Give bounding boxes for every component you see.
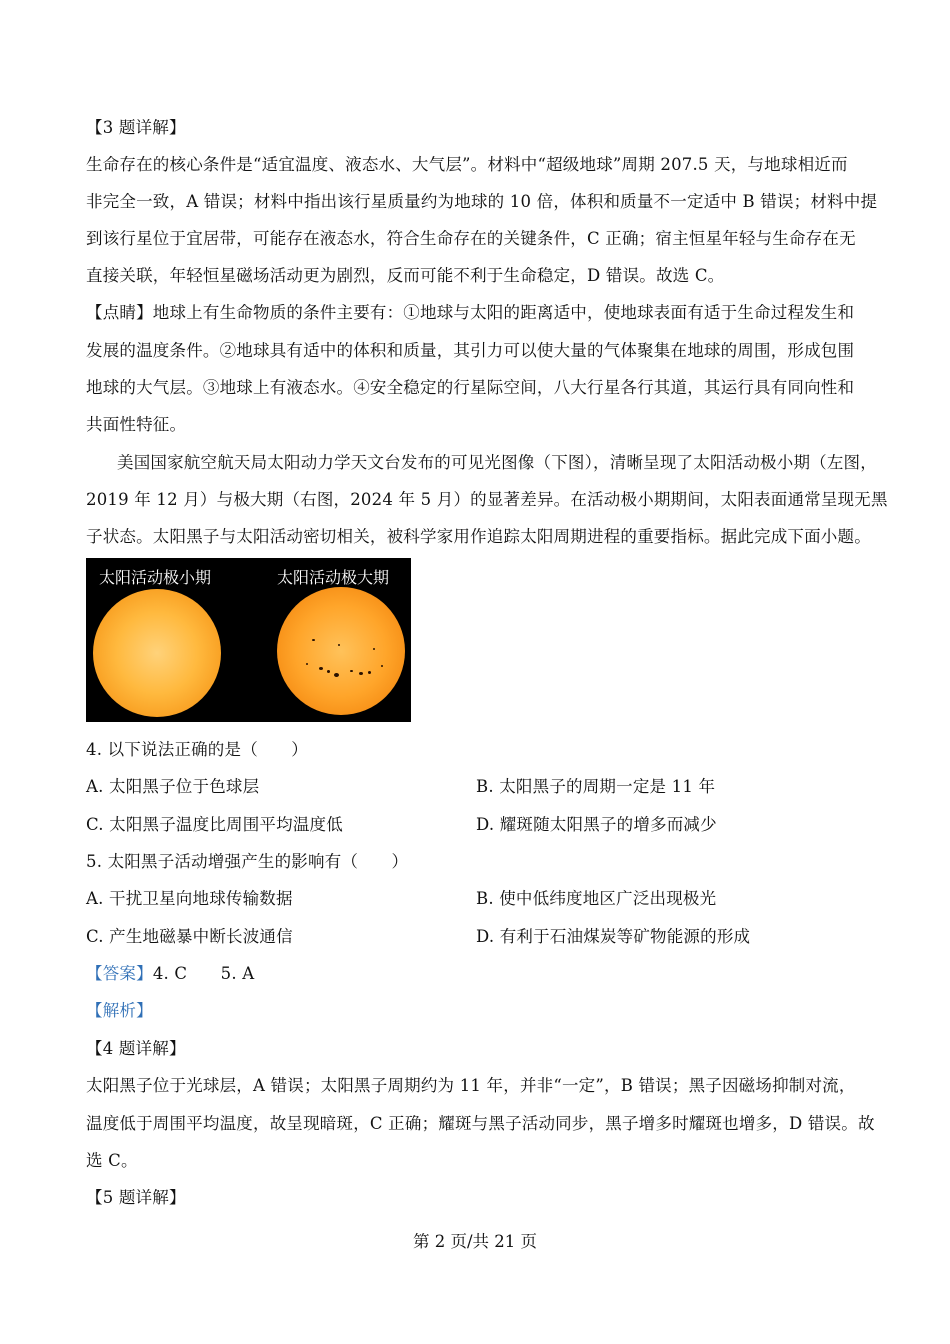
tip-line-1: 【点睛】地球上有生命物质的条件主要有：①地球与太阳的距离适中，使地球表面有适于生命过程发生和 bbox=[86, 303, 855, 322]
q5-stem: 5. 太阳黑子活动增强产生的影响有（ ） bbox=[86, 852, 409, 871]
detail4-line-2: 温度低于周围平均温度，故呈现暗斑，C 正确；耀斑与黑子活动同步，黑子增多时耀斑也增多，D 错误。故 bbox=[86, 1114, 875, 1133]
sunspot bbox=[319, 667, 323, 670]
sunspot bbox=[373, 648, 375, 650]
sunspot bbox=[312, 639, 315, 641]
q4-stem: 4. 以下说法正确的是（ ） bbox=[86, 740, 308, 759]
q5-option-a: A. 干扰卫星向地球传输数据 bbox=[86, 889, 293, 908]
sunspot bbox=[338, 644, 340, 646]
detail4-line-1: 太阳黑子位于光球层，A 错误；太阳黑子周期约为 11 年，并非“一定”，B 错误；黑子因磁场抑制对流， bbox=[86, 1076, 856, 1095]
q5-option-c: C. 产生地磁暴中断长波通信 bbox=[86, 927, 293, 946]
answer-label: 【答案】 bbox=[86, 964, 153, 983]
material-line-3: 子状态。太阳黑子与太阳活动密切相关，被科学家用作追踪太阳周期进程的重要指标。据此完成下面小题。 bbox=[86, 527, 871, 546]
tip-line-2: 发展的温度条件。②地球具有适中的体积和质量，其引力可以使大量的气体聚集在地球的周围，形成包围 bbox=[86, 341, 855, 360]
analysis-label: 【解析】 bbox=[86, 1001, 153, 1020]
page-number: 第 2 页/共 21 页 bbox=[412, 1232, 538, 1251]
q4-option-b: B. 太阳黑子的周期一定是 11 年 bbox=[476, 777, 716, 796]
q5-option-b: B. 使中低纬度地区广泛出现极光 bbox=[476, 889, 717, 908]
tip-line-3: 地球的大气层。③地球上有液态水。④安全稳定的行星际空间，八大行星各行其道，其运行具有同向性和 bbox=[86, 378, 855, 397]
material-line-1: 美国国家航空航天局太阳动力学天文台发布的可见光图像（下图），清晰呈现了太阳活动极小期（左图， bbox=[117, 453, 877, 472]
detail3-line-3: 到该行星位于宜居带，可能存在液态水，符合生命存在的关键条件，C 正确；宿主恒星年轻与生命存在无 bbox=[86, 229, 856, 248]
answer-text: 4. C 5. A bbox=[152, 964, 255, 983]
q4-option-a: A. 太阳黑子位于色球层 bbox=[86, 777, 260, 796]
sunspot bbox=[368, 671, 371, 674]
answer-row bbox=[86, 963, 254, 985]
detail5-header: 【5 题详解】 bbox=[86, 1188, 186, 1207]
sunspot bbox=[306, 663, 308, 665]
detail3-header: 【3 题详解】 bbox=[86, 118, 186, 137]
sunspot bbox=[359, 672, 363, 675]
sun-minimum-image bbox=[93, 589, 221, 717]
sun-comparison-figure bbox=[86, 558, 411, 722]
sunspot bbox=[327, 670, 330, 673]
detail3-line-2: 非完全一致，A 错误；材料中指出该行星质量约为地球的 10 倍，体积和质量不一定适中 B 错误；材料中提 bbox=[86, 192, 878, 211]
q5-option-d: D. 有利于石油煤炭等矿物能源的形成 bbox=[476, 927, 751, 946]
detail3-line-4: 直接关联，年轻恒星磁场活动更为剧烈，反而可能不利于生命稳定，D 错误。故选 C。 bbox=[86, 266, 725, 285]
tip-line-4: 共面性特征。 bbox=[86, 415, 187, 434]
figure-right-label: 太阳活动极大期 bbox=[277, 568, 390, 587]
sunspot bbox=[350, 670, 353, 672]
sun-maximum-image bbox=[277, 587, 405, 715]
detail4-header: 【4 题详解】 bbox=[86, 1039, 186, 1058]
figure-left-label: 太阳活动极小期 bbox=[99, 568, 212, 587]
q4-option-c: C. 太阳黑子温度比周围平均温度低 bbox=[86, 815, 343, 834]
detail3-line-1: 生命存在的核心条件是“适宜温度、液态水、大气层”。材料中“超级地球”周期 207.5 天，与地球相近而 bbox=[86, 155, 848, 174]
q4-option-d: D. 耀斑随太阳黑子的增多而减少 bbox=[476, 815, 717, 834]
sunspot bbox=[381, 665, 383, 667]
material-line-2: 2019 年 12 月）与极大期（右图，2024 年 5 月）的显著差异。在活动极小期期间，太阳表面通常呈现无黑 bbox=[86, 490, 888, 509]
sunspot bbox=[334, 673, 339, 677]
detail4-line-3: 选 C。 bbox=[86, 1151, 138, 1170]
